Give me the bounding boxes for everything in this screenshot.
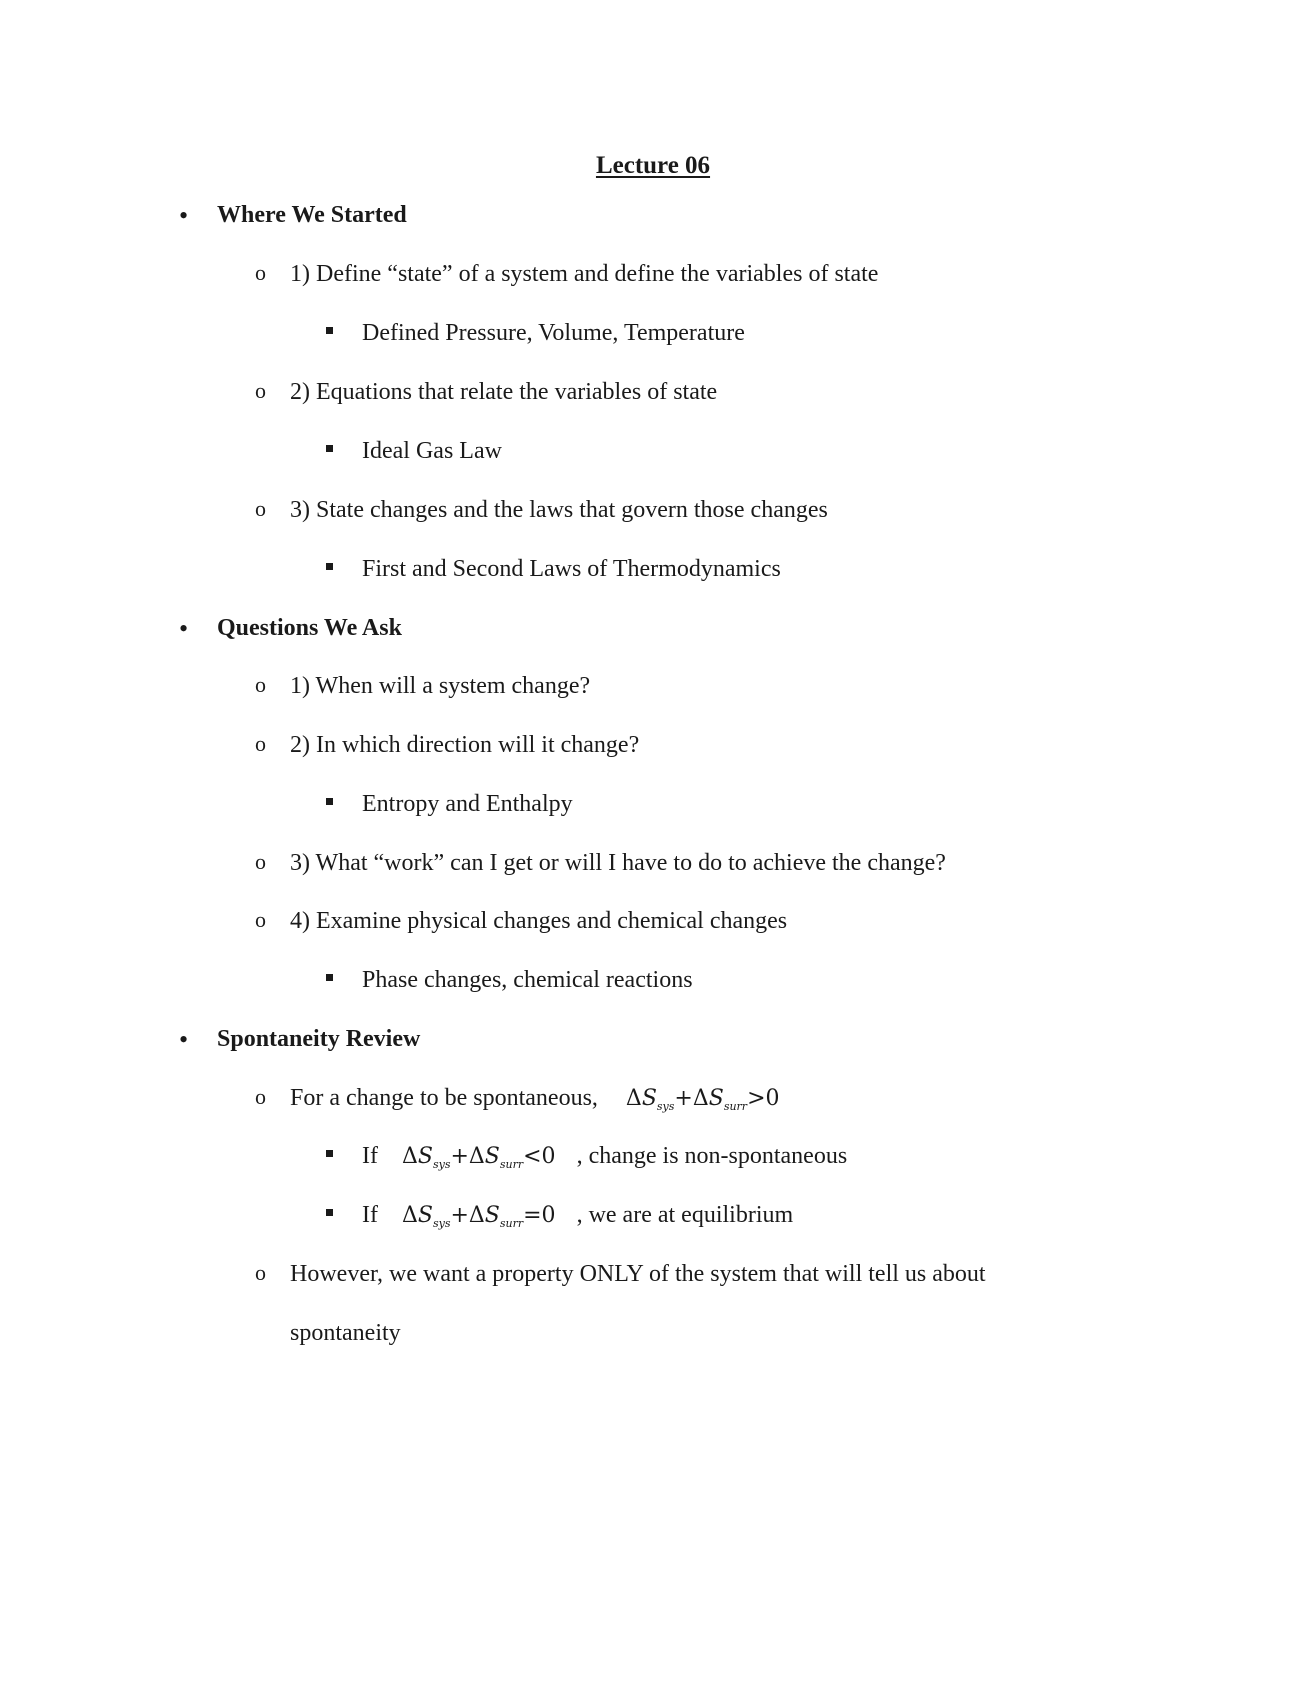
bullet: • [179, 1025, 189, 1054]
bullet: o [255, 496, 266, 521]
bullet [326, 327, 333, 334]
bullet: o [255, 1084, 266, 1109]
item-text: , change is non-spontaneous [576, 1143, 848, 1169]
item-text: If [362, 1202, 378, 1228]
bullet: o [255, 1260, 266, 1285]
list-item [255, 496, 828, 523]
bullet [326, 1150, 333, 1157]
list-item [255, 1260, 986, 1287]
bullet: o [255, 672, 266, 697]
item-text: 3) What “work” can I get or will I have to do to achieve the change? [290, 850, 946, 876]
bullet: • [179, 201, 189, 230]
list-item [362, 792, 573, 816]
list-item [255, 849, 946, 876]
item-text: Ideal Gas Law [362, 438, 502, 464]
list-item [362, 1203, 793, 1229]
list-item [362, 321, 745, 345]
section-spontaneity-review [179, 1025, 421, 1054]
list-item [255, 378, 718, 405]
item-text: 3) State changes and the laws that govern those changes [290, 497, 828, 523]
item-text: , we are at equilibrium [576, 1202, 794, 1228]
section-heading: Where We Started [217, 202, 407, 228]
item-text: 1) Define “state” of a system and define the variables of state [290, 261, 879, 287]
list-item [362, 968, 693, 992]
item-text: First and Second Laws of Thermodynamics [362, 556, 781, 582]
entropy-inequality: $\Delta S_{sys}+\Delta S_{surr}>0$ [625, 1086, 780, 1113]
list-item [255, 672, 591, 699]
list-item [362, 557, 781, 581]
item-text: Entropy and Enthalpy [362, 791, 573, 817]
bullet [326, 974, 333, 981]
item-text: 1) When will a system change? [290, 673, 591, 699]
item-text: Phase changes, chemical reactions [362, 967, 693, 993]
bullet [326, 1209, 333, 1216]
bullet: o [255, 731, 266, 756]
item-text: 2) In which direction will it change? [290, 732, 640, 758]
section-questions-we-ask [179, 614, 402, 643]
page-title: Lecture 06 [595, 152, 711, 179]
list-item [255, 907, 788, 934]
bullet: o [255, 378, 266, 403]
list-item [362, 1144, 847, 1170]
item-text: For a change to be spontaneous, [290, 1085, 598, 1111]
section-where-we-started [179, 201, 407, 230]
bullet: o [255, 849, 266, 874]
list-item [362, 439, 502, 463]
section-heading: Questions We Ask [217, 615, 402, 641]
item-text: If [362, 1143, 378, 1169]
list-item [255, 260, 879, 287]
bullet [326, 563, 333, 570]
item-text: Defined Pressure, Volume, Temperature [362, 320, 745, 346]
section-heading: Spontaneity Review [217, 1026, 421, 1052]
item-text: 2) Equations that relate the variables of state [290, 379, 718, 405]
bullet [326, 798, 333, 805]
bullet: • [179, 614, 189, 643]
bullet [326, 445, 333, 452]
bullet: o [255, 260, 266, 285]
list-item [255, 731, 640, 758]
item-continuation: spontaneity [290, 1320, 401, 1346]
item-text: However, we want a property ONLY of the system that will tell us about [290, 1261, 986, 1287]
list-item [255, 1084, 780, 1113]
entropy-equation: $\Delta S_{sys}+\Delta S_{surr}=0$ [401, 1203, 556, 1230]
entropy-inequality: $\Delta S_{sys}+\Delta S_{surr}<0$ [401, 1144, 556, 1171]
bullet: o [255, 907, 266, 932]
item-text: 4) Examine physical changes and chemical changes [290, 908, 788, 934]
